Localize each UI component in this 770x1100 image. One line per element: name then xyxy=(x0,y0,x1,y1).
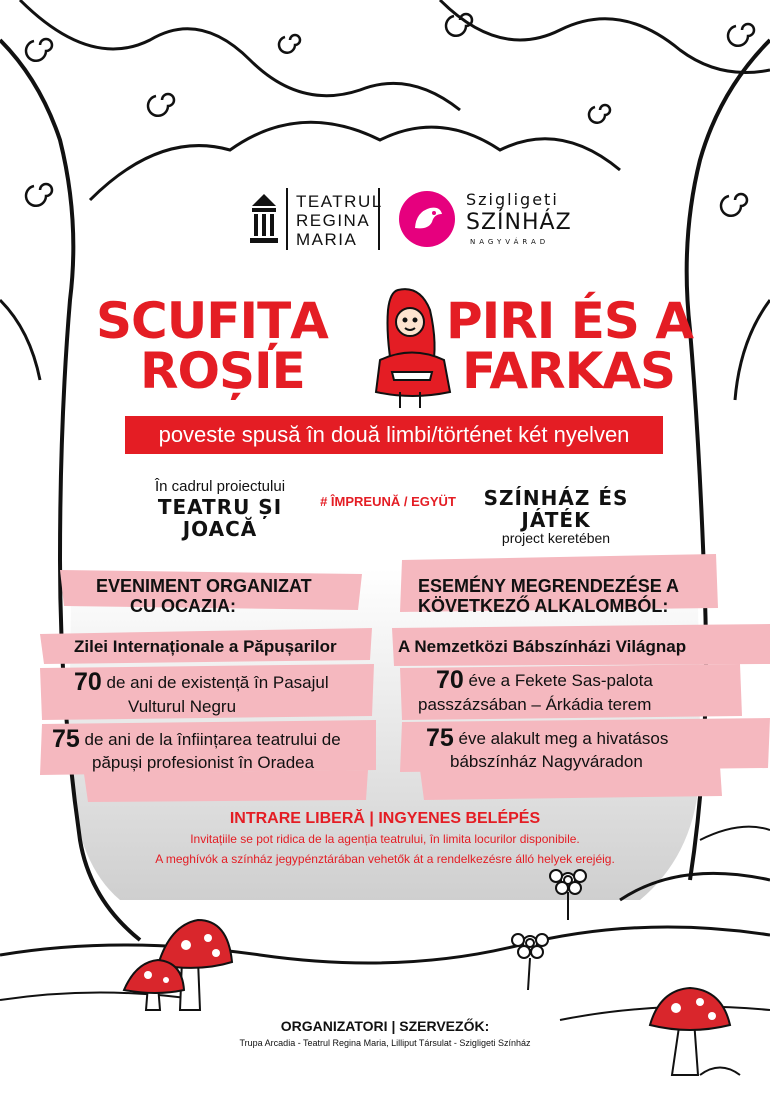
occasion-hu-item3-line2: bábszínház Nagyváradon xyxy=(450,752,643,771)
ground-line xyxy=(0,927,770,963)
canopy-right xyxy=(440,0,770,73)
admission-info-hu: A meghívók a színház jegypénztárában vehetők át a rendelkezésre álló helyek erejéig. xyxy=(155,852,615,866)
occasion-ro-heading-line1: EVENIMENT ORGANIZAT xyxy=(96,576,312,596)
canopy-left xyxy=(20,0,460,110)
admission-info-ro: Invitațiile se pot ridica de la agenția teatrului, în limita locurilor disponibile. xyxy=(190,832,580,846)
logo-szigligeti-line2: SZÍNHÁZ xyxy=(466,210,572,235)
regina-maria-crest-icon xyxy=(248,190,280,246)
occasion-hu-heading-line2: KÖVETKEZŐ ALKALOMBÓL: xyxy=(418,596,669,616)
organizers-names: Trupa Arcadia - Teatrul Regina Maria, Lilliput Társulat - Szigligeti Színház xyxy=(239,1038,531,1048)
logo-teatrul-line1: TEATRUL xyxy=(296,192,383,211)
occasion-hu-heading-line1: ESEMÉNY MEGRENDEZÉSE A xyxy=(418,576,680,596)
project-hu-name-line1: SZÍNHÁZ ÉS xyxy=(483,486,629,510)
occasion-hu-item1: A Nemzetközi Bábszínházi Világnap xyxy=(398,637,687,656)
occasion-hu-item2-number: 70 xyxy=(436,666,464,694)
title-ro-line1: SCUFIȚA xyxy=(96,292,328,350)
logo-teatrul-line2: REGINA xyxy=(296,211,371,230)
occasion-hu-item3-number: 75 xyxy=(426,724,454,752)
project-hu-outro: project keretében xyxy=(501,530,611,546)
logo-teatrul-line3: MARIA xyxy=(296,230,358,249)
hashtag-together: # ÎMPREUNĂ / EGYÜT xyxy=(320,494,456,509)
subtitle-banner: poveste spusă în două limbi/történet két nyelven xyxy=(125,416,663,454)
admission-heading: INTRARE LIBERĂ | INGYENES BELÉPÉS xyxy=(229,810,541,827)
flower-center xyxy=(512,934,548,990)
occasion-hu-item3-line1: 75 éve alakult meg a hivatásos xyxy=(426,724,669,752)
project-hu-name-line2: JÁTÉK xyxy=(521,508,591,532)
occasion-ro-item3-line1: 75 de ani de la înființarea teatrului de xyxy=(52,725,341,753)
title-hu-line2: FARKAS xyxy=(462,342,676,400)
occasion-hu-item2-line2: passzázsában – Árkádia terem xyxy=(418,695,652,714)
title-hu-line1: PIRI ÉS A xyxy=(446,292,694,350)
project-ro-name-line1: TEATRU ȘI xyxy=(157,495,283,519)
logo-szigligeti-line1: Szigligeti xyxy=(466,190,559,209)
occasion-ro-heading-line2: CU OCAZIA: xyxy=(130,596,236,616)
occasion-ro-item3-line2: păpuși profesionist în Oradea xyxy=(92,753,315,772)
title-ro-line2: ROȘIE xyxy=(140,342,305,400)
project-ro-intro: În cadrul proiectului xyxy=(154,478,286,495)
occasion-ro-item2-line2: Vulturul Negru xyxy=(128,697,237,716)
szigligeti-bird-logo-icon xyxy=(398,190,456,248)
logo-szigligeti-line3: NAGYVÁRAD xyxy=(470,238,550,246)
occasion-ro-item3-number: 75 xyxy=(52,725,80,753)
project-ro-name-line2: JOACĂ xyxy=(182,517,258,541)
occasion-ro-item1: Zilei Internaționale a Păpușarilor xyxy=(74,637,337,656)
occasion-ro-item2-line1: 70 de ani de existență în Pasajul xyxy=(74,668,329,696)
occasion-ro-item2-number: 70 xyxy=(74,668,102,696)
occasion-hu-item2-line1: 70 éve a Fekete Sas-palota xyxy=(436,666,653,694)
organizers-heading: ORGANIZATORI | SZERVEZŐK: xyxy=(280,1018,490,1034)
